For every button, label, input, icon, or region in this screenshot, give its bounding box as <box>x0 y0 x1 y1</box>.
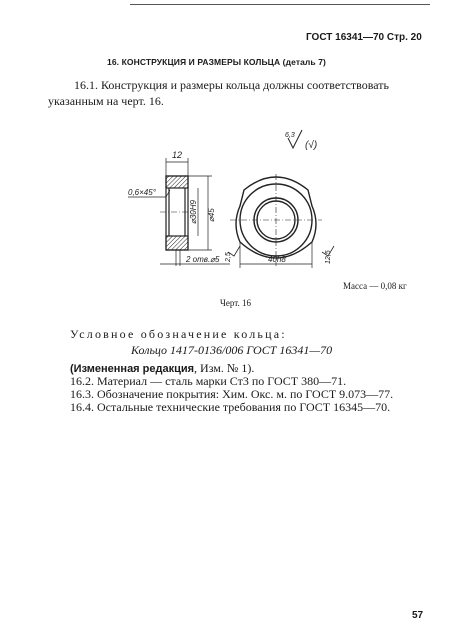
dim-outer: ⌀45 <box>207 208 216 222</box>
roughness-extra: (√) <box>305 140 318 151</box>
page-number: 57 <box>412 610 424 621</box>
paragraph-16-1-line2: указанным на черт. 16. <box>48 94 164 108</box>
section-title: 16. КОНСТРУКЦИЯ И РАЗМЕРЫ КОЛЬЦА (деталь 7) <box>107 57 326 67</box>
paragraph-16-2: 16.2. Материал — сталь марки Ст3 по ГОСТ 380—71. <box>70 374 347 388</box>
figure-caption: Черт. 16 <box>220 298 251 308</box>
dim-flat: 40h8 <box>268 255 286 264</box>
mass-text: Масса — 0,08 кг <box>343 281 407 291</box>
roughness-value: 6,3 <box>285 132 295 139</box>
front-view-centerlines <box>230 174 322 266</box>
designation-label: Условное обозначение кольца: <box>70 327 287 341</box>
designation-value: Кольцо 1417-0136/006 ГОСТ 16341—70 <box>131 343 333 357</box>
amendment-rest: , Изм. № 1). <box>194 361 255 375</box>
roughness-left: 2,5 <box>225 252 232 262</box>
paragraph-16-4: 16.4. Остальные технические требования по ГОСТ 16345—70. <box>70 400 391 414</box>
paragraph-16-3: 16.3. Обозначение покрытия: Хим. Окс. м. по ГОСТ 9.073—77. <box>70 387 394 401</box>
page-header: ГОСТ 16341—70 Стр. 20 <box>306 32 422 43</box>
dim-width: 12 <box>172 150 183 160</box>
roughness-right: 12,5 <box>325 250 332 264</box>
dim-inner: ⌀30H9 <box>189 200 198 224</box>
dim-holes: 2 отв.⌀5 <box>186 255 220 264</box>
paragraph-16-1-line1: 16.1. Конструкция и размеры кольца должны соответствовать <box>74 78 389 92</box>
ring-technical-drawing <box>0 124 452 304</box>
amendment-bold: (Измененная редакция <box>70 363 195 375</box>
top-border-line <box>130 4 430 5</box>
dim-chamfer: 0,6×45° <box>128 188 156 197</box>
dim-width-line <box>166 158 188 176</box>
